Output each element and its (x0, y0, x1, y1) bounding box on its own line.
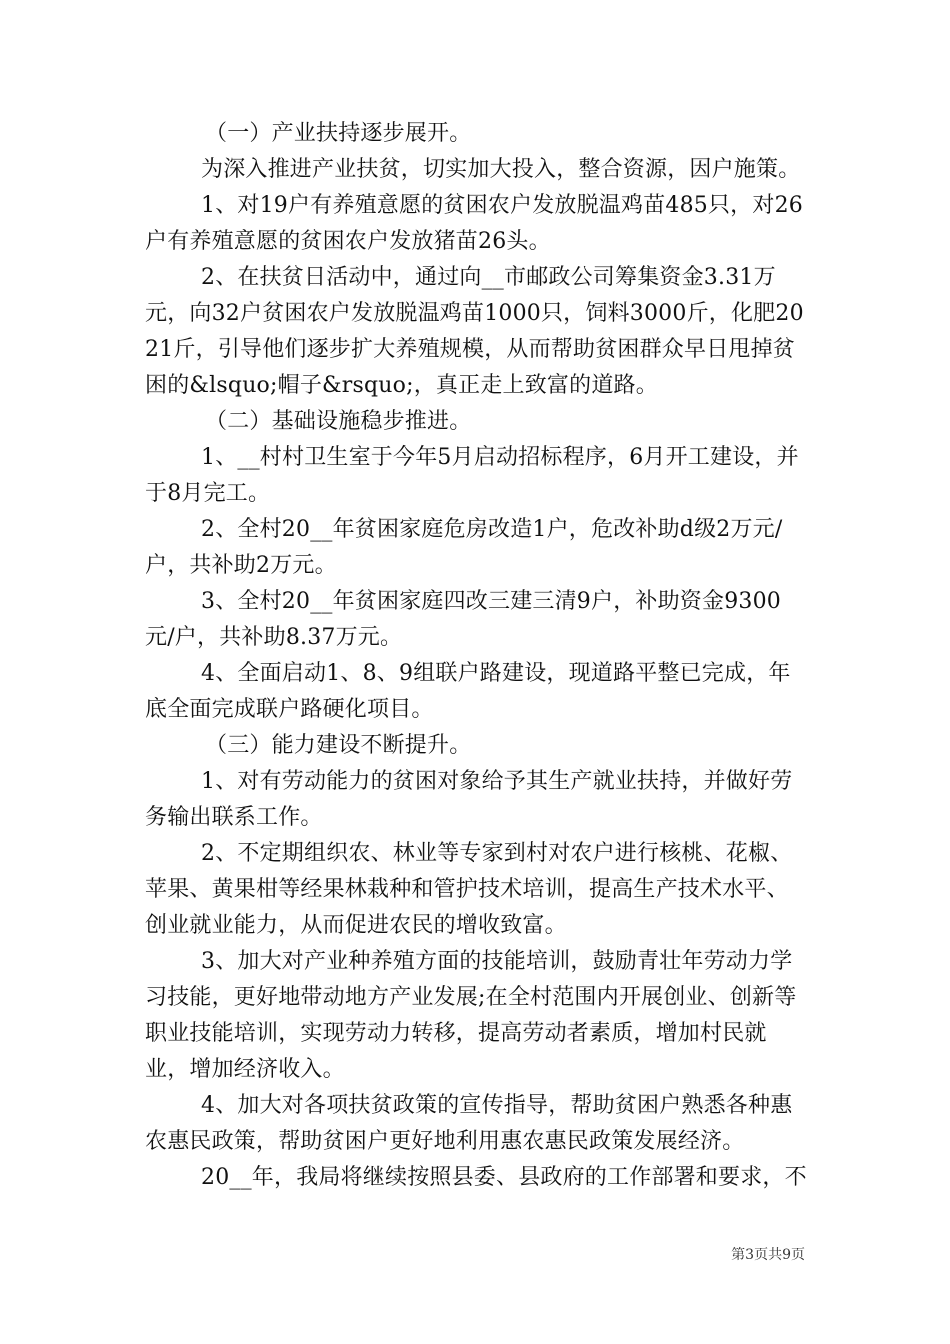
paragraph: 2、在扶贫日活动中，通过向__市邮政公司筹集资金3.31万元，向32户贫困农户发放脱温鸡苗1000只，饲料3000斤，化肥2021斤，引导他们逐步扩大养殖规模，从而帮助贫困群众早日甩掉贫困的&lsquo;帽子&rsquo;，真正走上致富的道路。 (145, 265, 804, 398)
section-heading-industry: （一）产业扶持逐步展开。 (205, 121, 472, 146)
paragraph: 20__年，我局将继续按照县委、县政府的工作部署和要求，不 (201, 1165, 807, 1190)
paragraph: 3、加大对产业种养殖方面的技能培训，鼓励青壮年劳动力学习技能，更好地带动地方产业发展;在全村范围内开展创业、创新等职业技能培训，实现劳动力转移，提高劳动者素质，增加村民就业，增加经济收入。 (145, 949, 797, 1082)
section-heading-capacity: （三）能力建设不断提升。 (205, 733, 472, 758)
document-body (145, 116, 807, 1196)
page-number: 第3页共9页 (731, 1247, 805, 1263)
paragraph: 2、不定期组织农、林业等专家到村对农户进行核桃、花椒、苹果、黄果柑等经果林栽种和管护技术培训，提高生产技术水平、创业就业能力，从而促进农民的增收致富。 (145, 841, 793, 938)
section-heading-infrastructure: （二）基础设施稳步推进。 (205, 409, 472, 434)
paragraph: 4、全面启动1、8、9组联户路建设，现道路平整已完成，年底全面完成联户路硬化项目。 (145, 661, 791, 722)
paragraph: 3、全村20__年贫困家庭四改三建三清9户，补助资金9300元/户，共补助8.37万元。 (145, 589, 781, 650)
paragraph: 4、加大对各项扶贫政策的宣传指导，帮助贫困户熟悉各种惠农惠民政策，帮助贫困户更好地利用惠农惠民政策发展经济。 (145, 1093, 793, 1154)
paragraph: 1、对19户有养殖意愿的贫困农户发放脱温鸡苗485只，对26户有养殖意愿的贫困农户发放猪苗26头。 (145, 193, 803, 254)
paragraph: 1、__村村卫生室于今年5月启动招标程序，6月开工建设，并于8月完工。 (145, 445, 799, 506)
paragraph: 2、全村20__年贫困家庭危房改造1户，危改补助d级2万元/户，共补助2万元。 (145, 517, 783, 578)
paragraph: 为深入推进产业扶贫，切实加大投入，整合资源，因户施策。 (201, 157, 801, 182)
paragraph: 1、对有劳动能力的贫困对象给予其生产就业扶持，并做好劳务输出联系工作。 (145, 769, 793, 830)
